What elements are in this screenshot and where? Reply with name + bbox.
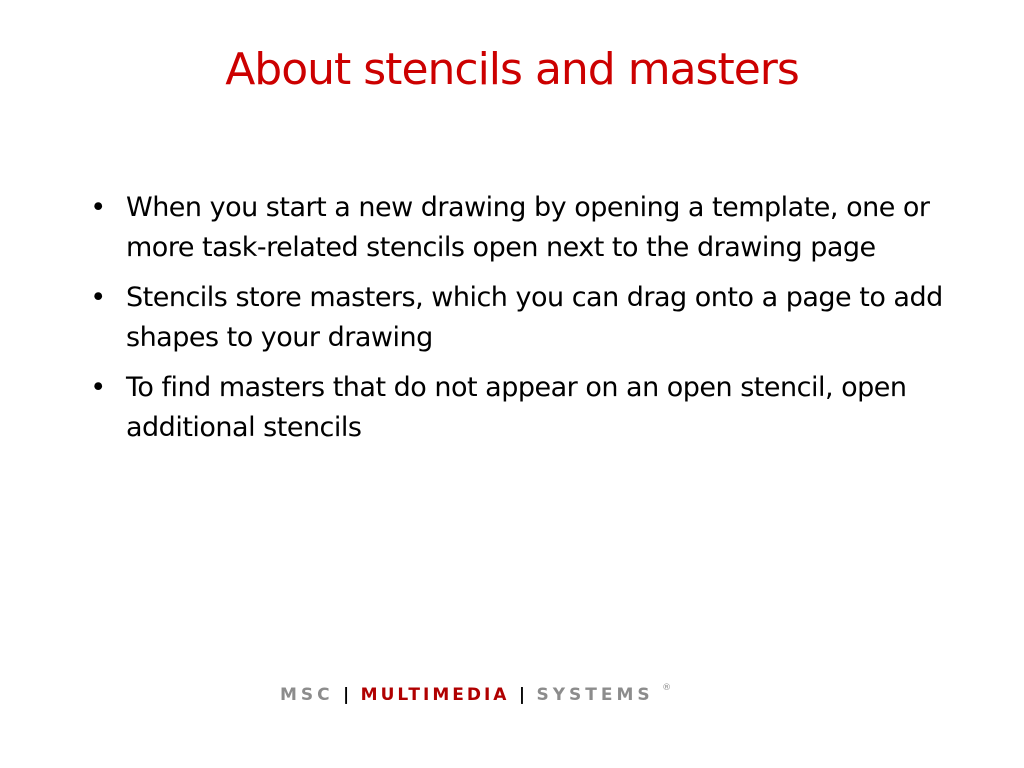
- bullet-list: [84, 188, 954, 458]
- company-logo: [280, 682, 750, 708]
- bullet-item: [84, 278, 954, 358]
- logo-right-text: SYSTEMS: [536, 685, 654, 705]
- registered-mark-icon: ®: [662, 683, 674, 693]
- bullet-icon: •: [90, 372, 106, 403]
- bullet-item: [84, 188, 954, 268]
- slide-title: About stencils and masters: [225, 44, 799, 95]
- bullet-icon: •: [90, 282, 106, 313]
- logo-separator: |: [343, 685, 352, 705]
- bullet-text: When you start a new drawing by opening a template, one or more task-related stencils open next to the drawing page: [126, 192, 930, 263]
- bullet-text: To find masters that do not appear on an open stencil, open additional stencils: [126, 372, 907, 443]
- bullet-icon: •: [90, 192, 106, 223]
- logo-separator: |: [518, 685, 528, 705]
- bullet-item: [84, 368, 954, 448]
- logo-middle-text: MULTIMEDIA: [360, 685, 510, 705]
- bullet-text: Stencils store masters, which you can drag onto a page to add shapes to your drawing: [126, 282, 943, 353]
- logo-left-text: MSC: [280, 685, 334, 705]
